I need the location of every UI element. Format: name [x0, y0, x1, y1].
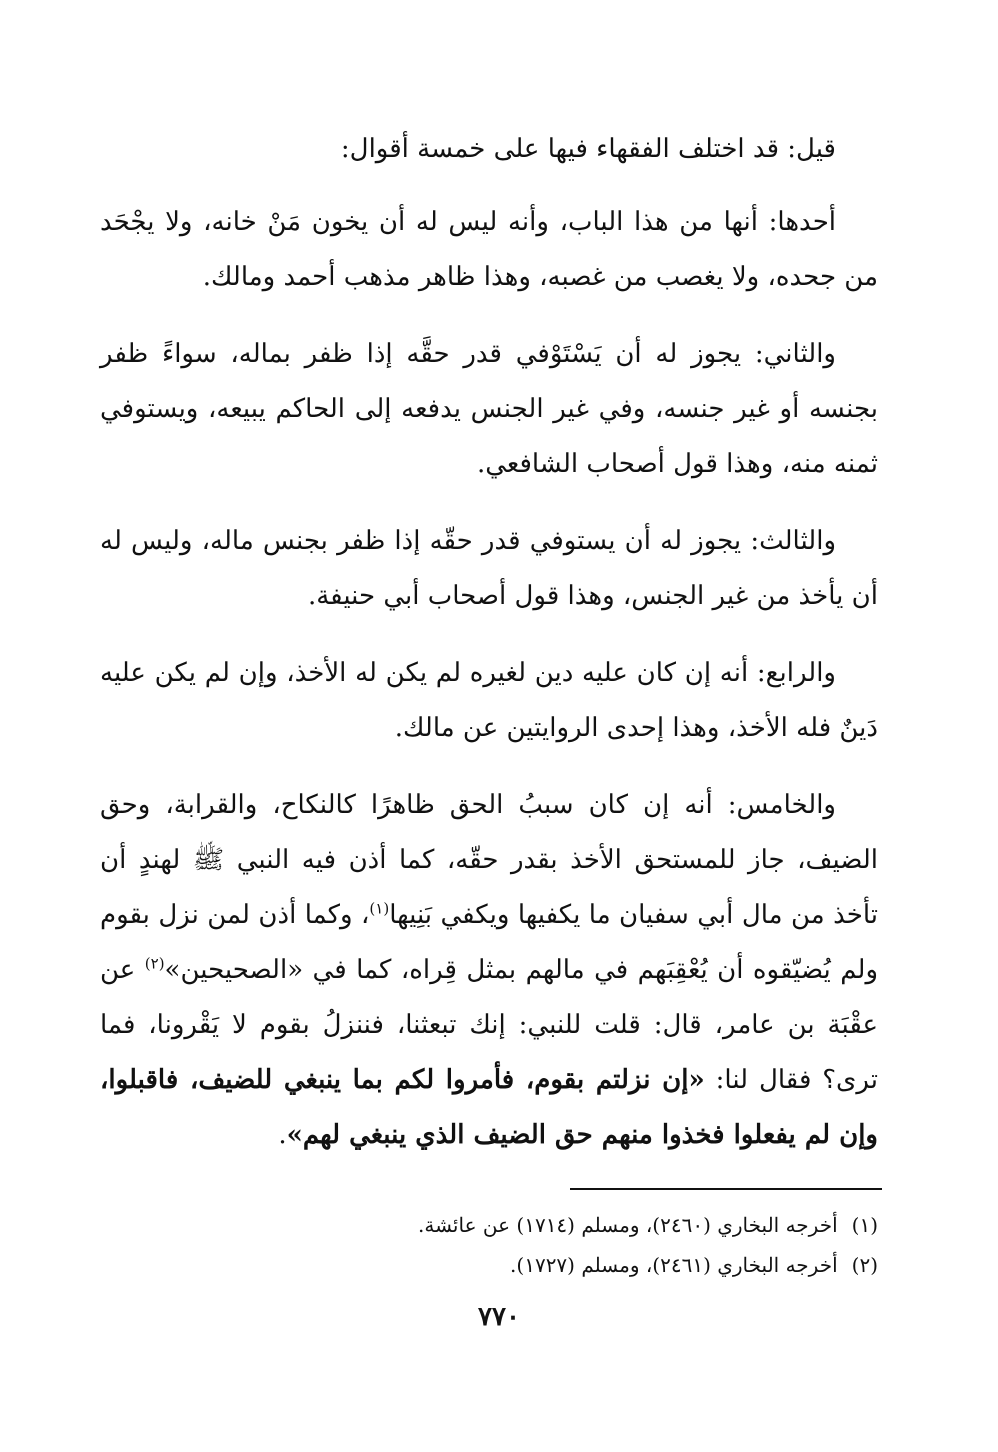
footnote-2	[300, 1245, 878, 1285]
footnote-1	[300, 1205, 878, 1245]
footnote-divider	[570, 1188, 882, 1190]
page-number: ٧٧٠	[478, 1302, 520, 1332]
paragraph-fifth-text-b: ، وكما أذن لمن نزل بقوم ولم يُضيّقوه أن يُعْقِبَهم في مالهم بمثل قِراه، كما في «الصحيحين»	[100, 900, 878, 985]
footnote-2-mark: (٢)	[851, 1253, 878, 1277]
footnote-2-text: أخرجه البخاري (٢٤٦١)، ومسلم (١٧٢٧).	[510, 1253, 838, 1277]
body-text	[100, 122, 878, 1185]
paragraph-fifth-text-c: عن عقْبَة بن عامر، قال: قلت للنبي: إنك تبعثنا، فننزلُ بقوم لا يَقْرونا، فما ترى؟ فقال لنا:	[100, 955, 878, 1095]
hadith-quote: «إن نزلتم بقوم، فأمروا لكم بما ينبغي للضيف، فاقبلوا، وإن لم يفعلوا فخذوا منهم حق الضيف الذي ينبغي لهم»	[100, 1065, 878, 1150]
footnote-1-mark: (١)	[851, 1213, 878, 1237]
footnote-1-text: أخرجه البخاري (٢٤٦٠)، ومسلم (١٧١٤) عن عائشة.	[418, 1213, 838, 1237]
paragraph-first-opinion: أحدها: أنها من هذا الباب، وأنه ليس له أن يخون مَنْ خانه، ولا يجْحَد من جحده، ولا يغصب من غصبه، وهذا ظاهر مذهب أحمد ومالك.	[100, 207, 878, 292]
footnote-ref-2[interactable]: (٢)	[144, 954, 165, 973]
paragraph-third-opinion: والثالث: يجوز له أن يستوفي قدر حقّه إذا ظفر بجنس ماله، وليس له أن يأخذ من غير الجنس، وهذا قول أصحاب أبي حنيفة.	[100, 526, 878, 611]
paragraph-fifth-opinion	[100, 778, 878, 1163]
paragraph-fifth-end: .	[278, 1120, 287, 1150]
paragraph-fifth-text-a: والخامس: أنه إن كان سببُ الحق ظاهرًا كالنكاح، والقرابة، وحق الضيف، جاز للمستحق الأخذ بقدر حقّه، كما أذن فيه النبي ﷺ لهندٍ أن تأخذ من مال أبي سفيان ما يكفيها ويكفي بَنِيها	[100, 790, 878, 930]
paragraph-fourth-opinion: والرابع: أنه إن كان عليه دين لغيره لم يكن له الأخذ، وإن لم يكن عليه دَينٌ فله الأخذ، وهذا إحدى الروايتين عن مالك.	[100, 658, 878, 743]
paragraph-second-opinion: والثاني: يجوز له أن يَسْتَوْفي قدر حقَّه إذا ظفر بماله، سواءً ظفر بجنسه أو غير جنسه، وفي غير الجنس يدفعه إلى الحاكم يبيعه، ويستوفي ثمنه منه، وهذا قول أصحاب الشافعي.	[100, 339, 878, 479]
paragraph-intro: قيل: قد اختلف الفقهاء فيها على خمسة أقوال:	[340, 134, 836, 164]
footnote-ref-1[interactable]: (١)	[369, 899, 390, 918]
footnotes	[300, 1205, 878, 1285]
